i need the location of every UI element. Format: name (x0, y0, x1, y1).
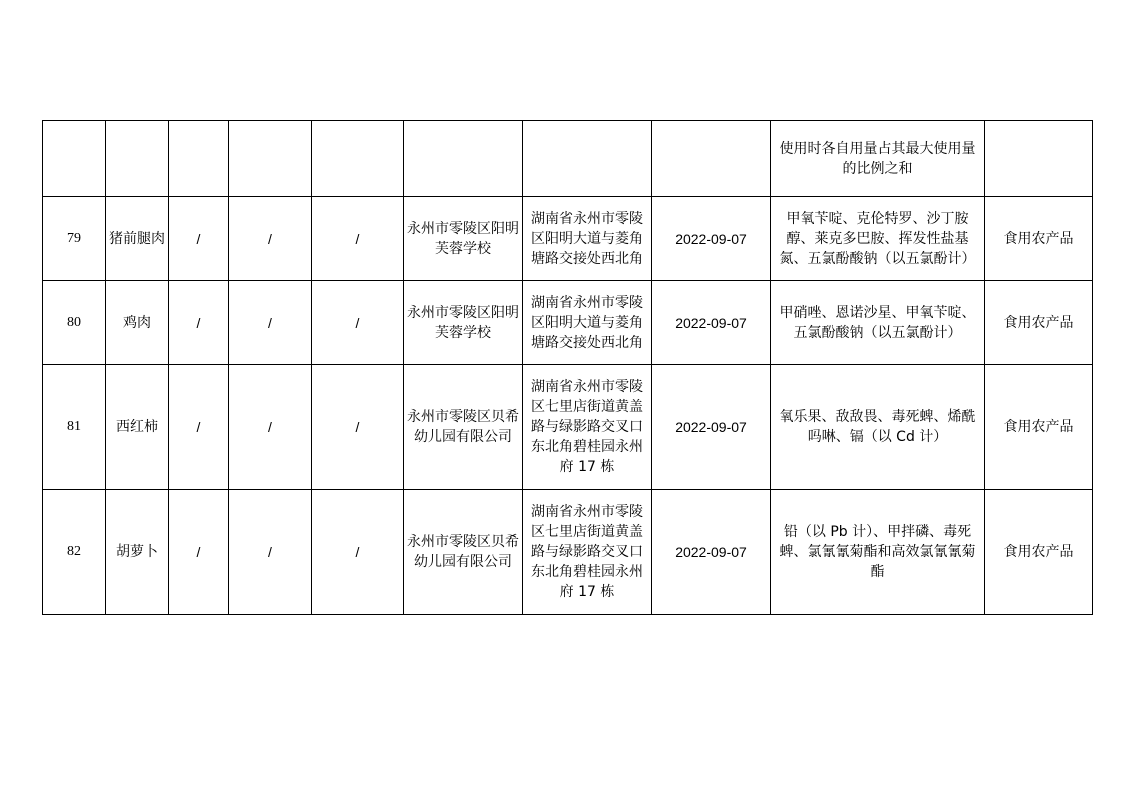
cell-company: 永州市零陵区阳明芙蓉学校 (404, 281, 523, 365)
cell-spec: / (229, 490, 312, 615)
cell-brand: / (169, 490, 229, 615)
cell-brand: / (169, 365, 229, 490)
cell-address: 湖南省永州市零陵区阳明大道与菱角塘路交接处西北角 (523, 281, 652, 365)
cell-company: 永州市零陵区贝希幼儿园有限公司 (404, 490, 523, 615)
cell-company: 永州市零陵区阳明芙蓉学校 (404, 197, 523, 281)
cell-no: 79 (43, 197, 106, 281)
cell-test-items: 使用时各自用量占其最大使用量的比例之和 (771, 121, 985, 197)
cell-address: 湖南省永州市零陵区阳明大道与菱角塘路交接处西北角 (523, 197, 652, 281)
cell-test-items: 氧乐果、敌敌畏、毒死蜱、烯酰吗啉、镉（以 Cd 计） (771, 365, 985, 490)
cell-category: 食用农产品 (985, 490, 1093, 615)
cell-category-empty (985, 121, 1093, 197)
cell-sample-name: 鸡肉 (106, 281, 169, 365)
cell-test-items: 甲硝唑、恩诺沙星、甲氧苄啶、五氯酚酸钠（以五氯酚计） (771, 281, 985, 365)
cell-test-items: 铅（以 Pb 计）、甲拌磷、毒死蜱、氯氰氰菊酯和高效氯氰氰菊酯 (771, 490, 985, 615)
table-row (43, 197, 1093, 281)
cell-address: 湖南省永州市零陵区七里店街道黄盖路与绿影路交叉口东北角碧桂园永州府 17 栋 (523, 365, 652, 490)
cell-no: 82 (43, 490, 106, 615)
table-row (43, 281, 1093, 365)
table-row-continuation (43, 121, 1093, 197)
cell-sample-empty (106, 121, 169, 197)
cell-producer: / (312, 197, 404, 281)
cell-sample-name: 猪前腿肉 (106, 197, 169, 281)
cell-no: 80 (43, 281, 106, 365)
cell-date-empty (652, 121, 771, 197)
cell-spec: / (229, 281, 312, 365)
cell-spec-empty (229, 121, 312, 197)
cell-category: 食用农产品 (985, 365, 1093, 490)
cell-sample-name: 西红柿 (106, 365, 169, 490)
cell-date: 2022-09-07 (652, 490, 771, 615)
table-row (43, 365, 1093, 490)
cell-category: 食用农产品 (985, 197, 1093, 281)
cell-no: 81 (43, 365, 106, 490)
cell-category: 食用农产品 (985, 281, 1093, 365)
cell-producer: / (312, 490, 404, 615)
cell-spec: / (229, 197, 312, 281)
cell-company: 永州市零陵区贝希幼儿园有限公司 (404, 365, 523, 490)
cell-no-empty (43, 121, 106, 197)
cell-producer-empty (312, 121, 404, 197)
cell-brand: / (169, 281, 229, 365)
cell-producer: / (312, 281, 404, 365)
cell-company-empty (404, 121, 523, 197)
cell-spec: / (229, 365, 312, 490)
cell-test-items: 甲氧苄啶、克伦特罗、沙丁胺醇、莱克多巴胺、挥发性盐基氮、五氯酚酸钠（以五氯酚计） (771, 197, 985, 281)
cell-brand: / (169, 197, 229, 281)
cell-address: 湖南省永州市零陵区七里店街道黄盖路与绿影路交叉口东北角碧桂园永州府 17 栋 (523, 490, 652, 615)
cell-date: 2022-09-07 (652, 281, 771, 365)
cell-date: 2022-09-07 (652, 365, 771, 490)
table-row (43, 490, 1093, 615)
inspection-results-table (42, 120, 1093, 615)
cell-brand-empty (169, 121, 229, 197)
cell-producer: / (312, 365, 404, 490)
cell-date: 2022-09-07 (652, 197, 771, 281)
cell-address-empty (523, 121, 652, 197)
cell-sample-name: 胡萝卜 (106, 490, 169, 615)
